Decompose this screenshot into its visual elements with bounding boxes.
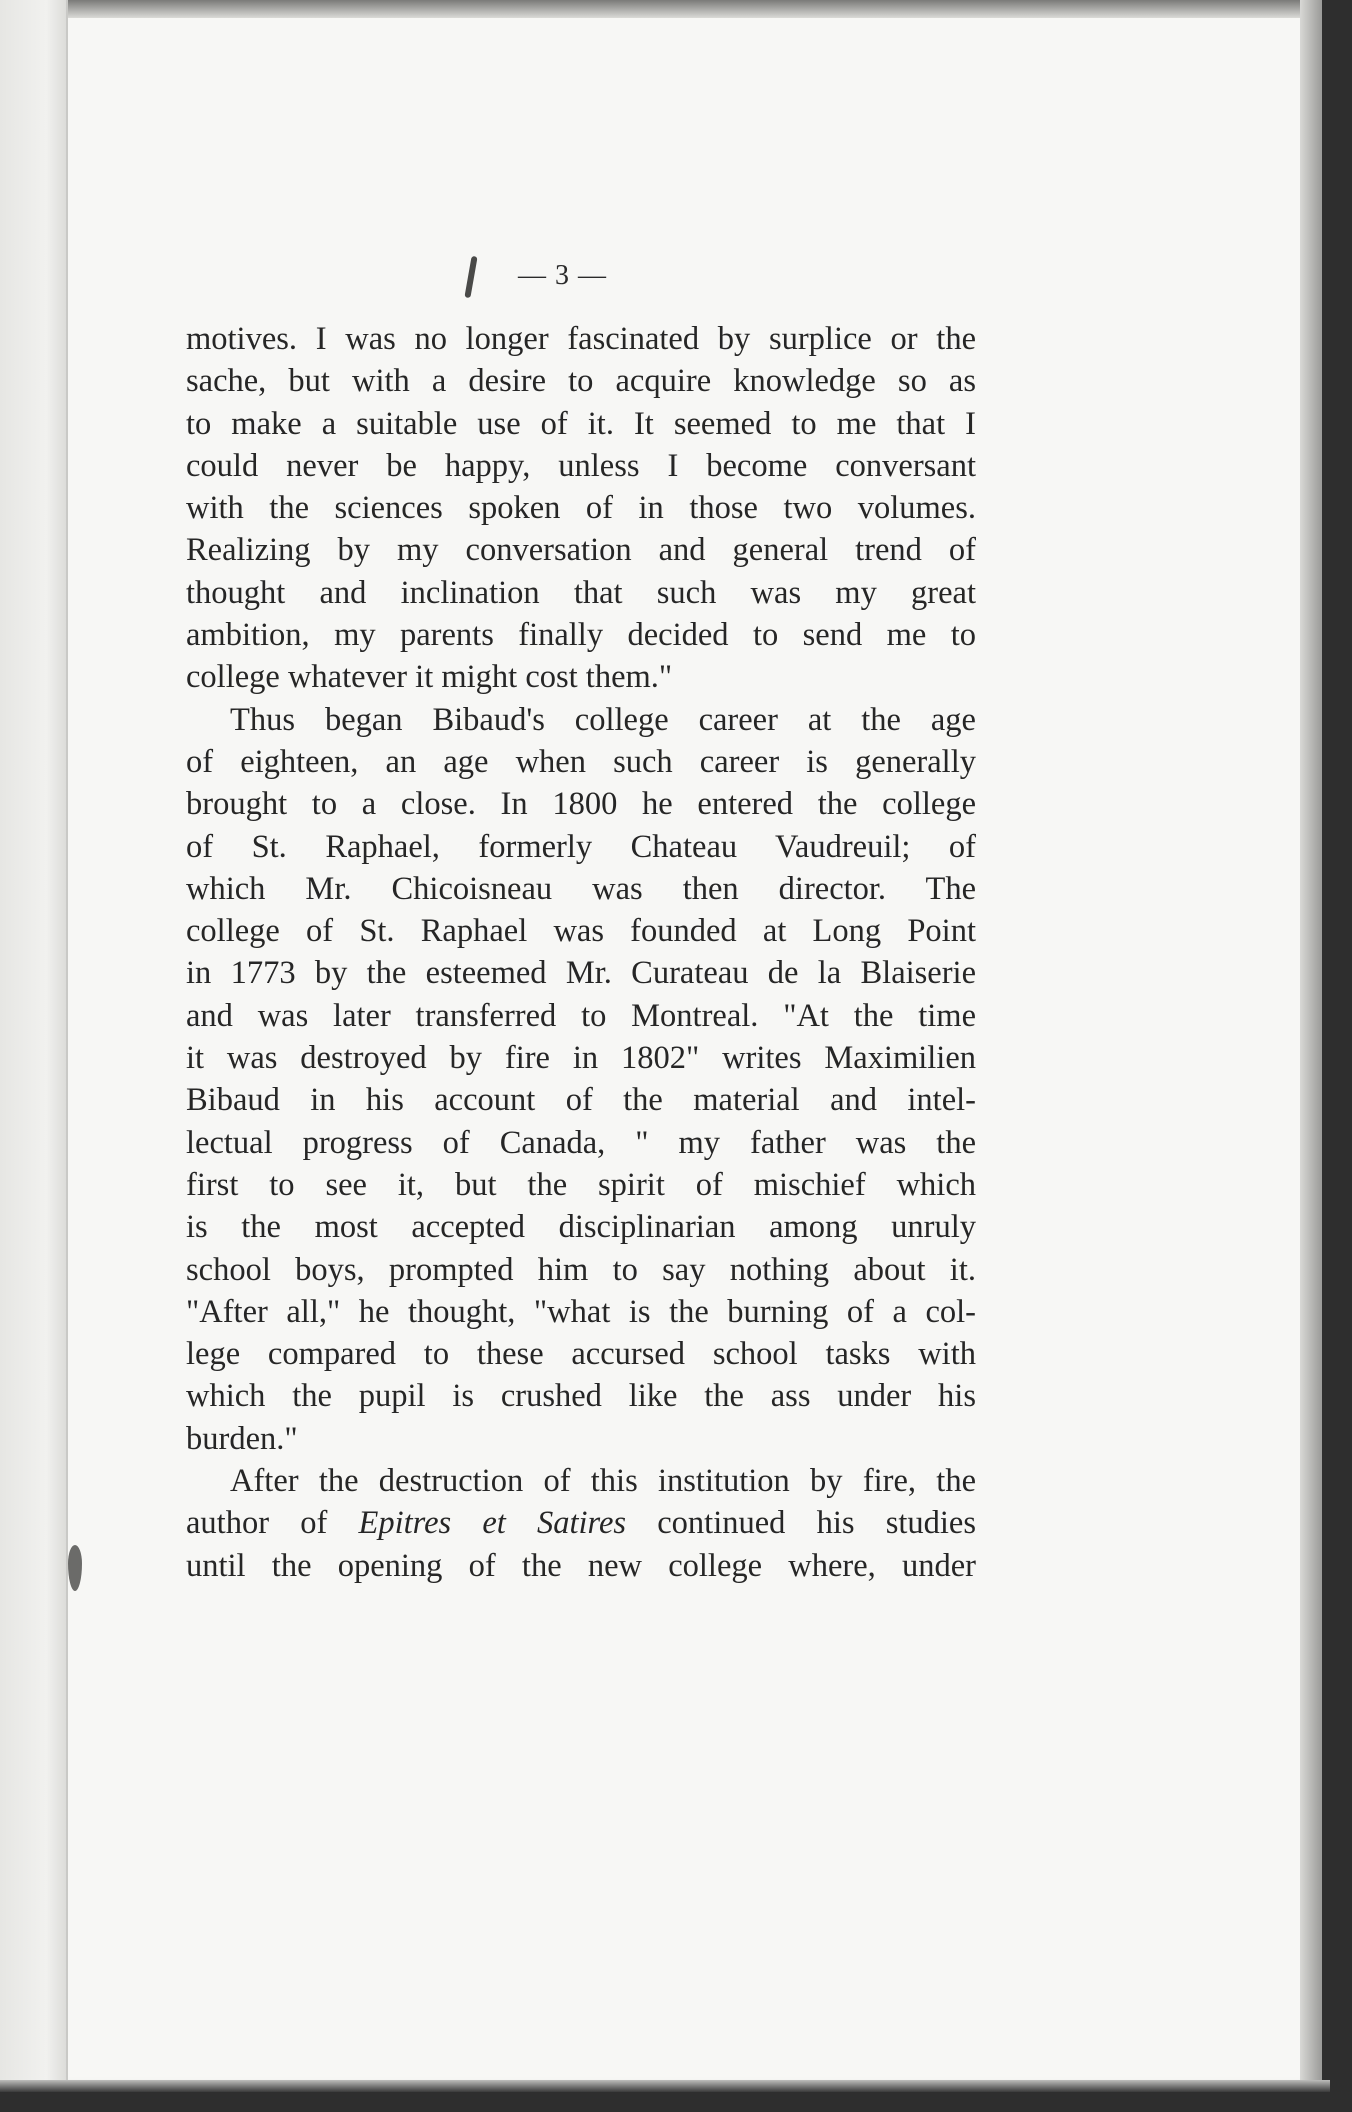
- text-line: ambition, my parents finally decided to send me to: [186, 617, 976, 654]
- text-line: [186, 1502, 976, 1544]
- text-line: college whatever it might cost them.": [186, 659, 673, 696]
- text-line: of eighteen, an age when such career is generally: [186, 743, 976, 780]
- text-line: thought and inclination that such was my great: [186, 574, 976, 611]
- text-line: is the most accepted disciplinarian among unruly: [186, 1209, 976, 1246]
- text-line: burden.": [186, 1420, 298, 1457]
- text-line: lectual progress of Canada, " my father was the: [186, 1124, 976, 1161]
- text-line: After the destruction of this institution by fire, the: [230, 1463, 976, 1500]
- paragraph-2: [186, 699, 976, 1460]
- text-line: first to see it, but the spirit of mischief which: [186, 1166, 976, 1203]
- text-line: "After all," he thought, "what is the burning of a col-: [186, 1293, 976, 1330]
- text-line: school boys, prompted him to say nothing about it.: [186, 1251, 976, 1288]
- page-number: — 3 —: [518, 260, 607, 291]
- page-bottom-edge: [0, 2080, 1330, 2092]
- text-line: to make a suitable use of it. It seemed to me that I: [186, 405, 976, 442]
- text-line: Realizing by my conversation and general trend of: [186, 532, 976, 569]
- text-line: which Mr. Chicoisneau was then director. The: [186, 870, 976, 907]
- text-line: college of St. Raphael was founded at Long Point: [186, 913, 976, 950]
- page-top-edge: [0, 0, 1316, 18]
- page-gutter: [0, 0, 68, 2086]
- pencil-mark: [464, 256, 477, 298]
- text-line: motives. I was no longer fascinated by surplice or the: [186, 321, 976, 357]
- text-line: it was destroyed by fire in 1802" writes Maximilien: [186, 1040, 976, 1077]
- text-line: Bibaud in his account of the material and intel-: [186, 1082, 976, 1119]
- text-line: in 1773 by the esteemed Mr. Curateau de la Blaiserie: [186, 955, 976, 992]
- text-line: lege compared to these accursed school tasks with: [186, 1336, 976, 1373]
- text-line: Thus began Bibaud's college career at the age: [230, 701, 976, 738]
- binding-tab-mark: [68, 1545, 82, 1591]
- page-right-edge: [1300, 0, 1322, 2090]
- text-line: brought to a close. In 1800 he entered the college: [186, 786, 976, 823]
- text-line: with the sciences spoken of in those two volumes.: [186, 490, 976, 527]
- paragraph-3: [186, 1460, 976, 1587]
- text-line: until the opening of the new college where, under: [186, 1547, 976, 1584]
- text-line: which the pupil is crushed like the ass under his: [186, 1378, 976, 1415]
- text-line: of St. Raphael, formerly Chateau Vaudreuil; of: [186, 828, 976, 865]
- text-line: could never be happy, unless I become conversant: [186, 447, 976, 484]
- text-line: and was later transferred to Montreal. "At the time: [186, 997, 976, 1034]
- page-body-text: [186, 318, 976, 1587]
- paragraph-1: [186, 318, 976, 699]
- text-span: author of: [186, 1505, 359, 1542]
- book-title-italic: Epitres et Satires: [358, 1505, 627, 1542]
- text-span: continued his studies: [626, 1505, 976, 1542]
- text-line: sache, but with a desire to acquire knowledge so as: [186, 363, 976, 400]
